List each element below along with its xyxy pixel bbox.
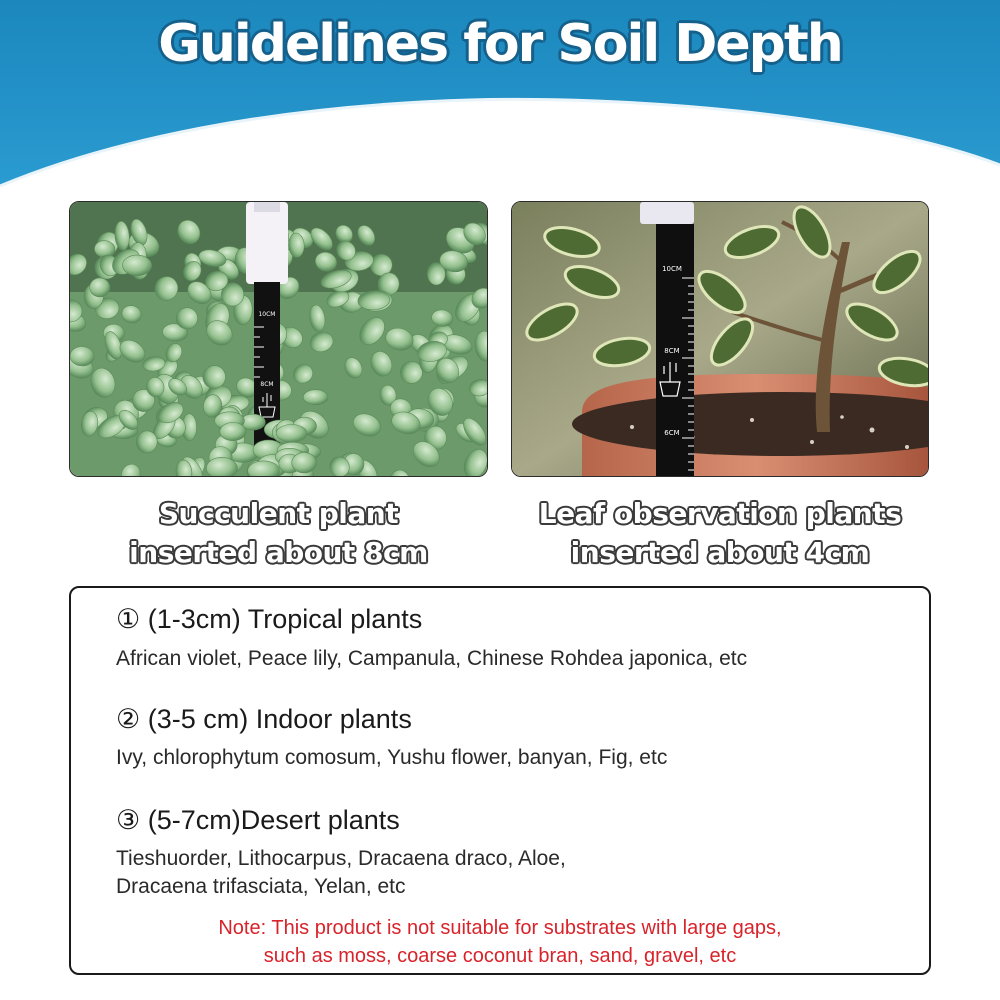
ruler-mark-10: 10CM bbox=[258, 311, 276, 318]
group-title-tropical: ① (1-3cm) Tropical plants bbox=[116, 604, 423, 634]
group-title-indoor: ② (3-5 cm) Indoor plants bbox=[116, 704, 412, 734]
group-text-indoor: Ivy, chlorophytum comosum, Yushu flower, banyan, Fig, etc bbox=[116, 746, 668, 769]
succulent-photo bbox=[69, 201, 488, 477]
caption-line: Succulent plant bbox=[158, 497, 399, 530]
group-text-desert-1: Tieshuorder, Lithocarpus, Dracaena draco, Aloe, bbox=[116, 847, 566, 870]
ruler-mark-8: 8CM bbox=[664, 347, 680, 355]
ruler-mark-8: 8CM bbox=[260, 381, 274, 388]
note-text bbox=[69, 914, 931, 970]
group-text-desert-2: Dracaena trifasciata, Yelan, etc bbox=[116, 875, 406, 898]
potted-plant-photo bbox=[511, 201, 929, 477]
ruler-mark-10: 10CM bbox=[662, 265, 682, 273]
group-title-desert: ③ (5-7cm)Desert plants bbox=[116, 805, 400, 835]
caption-line: inserted about 8cm bbox=[129, 536, 428, 569]
caption-leaf-plants bbox=[511, 494, 929, 572]
note-line: such as moss, coarse coconut bran, sand, gravel, etc bbox=[263, 945, 737, 967]
group-text-tropical: African violet, Peace lily, Campanula, Chinese Rohdea japonica, etc bbox=[116, 647, 748, 670]
ruler-mark-6: 6CM bbox=[664, 429, 680, 437]
note-line: Note: This product is not suitable for substrates with large gaps, bbox=[218, 917, 782, 939]
caption-line: Leaf observation plants bbox=[538, 497, 902, 530]
page-title: Guidelines for Soil Depth bbox=[158, 14, 842, 74]
caption-line: inserted about 4cm bbox=[570, 536, 870, 569]
caption-succulent bbox=[69, 494, 488, 572]
